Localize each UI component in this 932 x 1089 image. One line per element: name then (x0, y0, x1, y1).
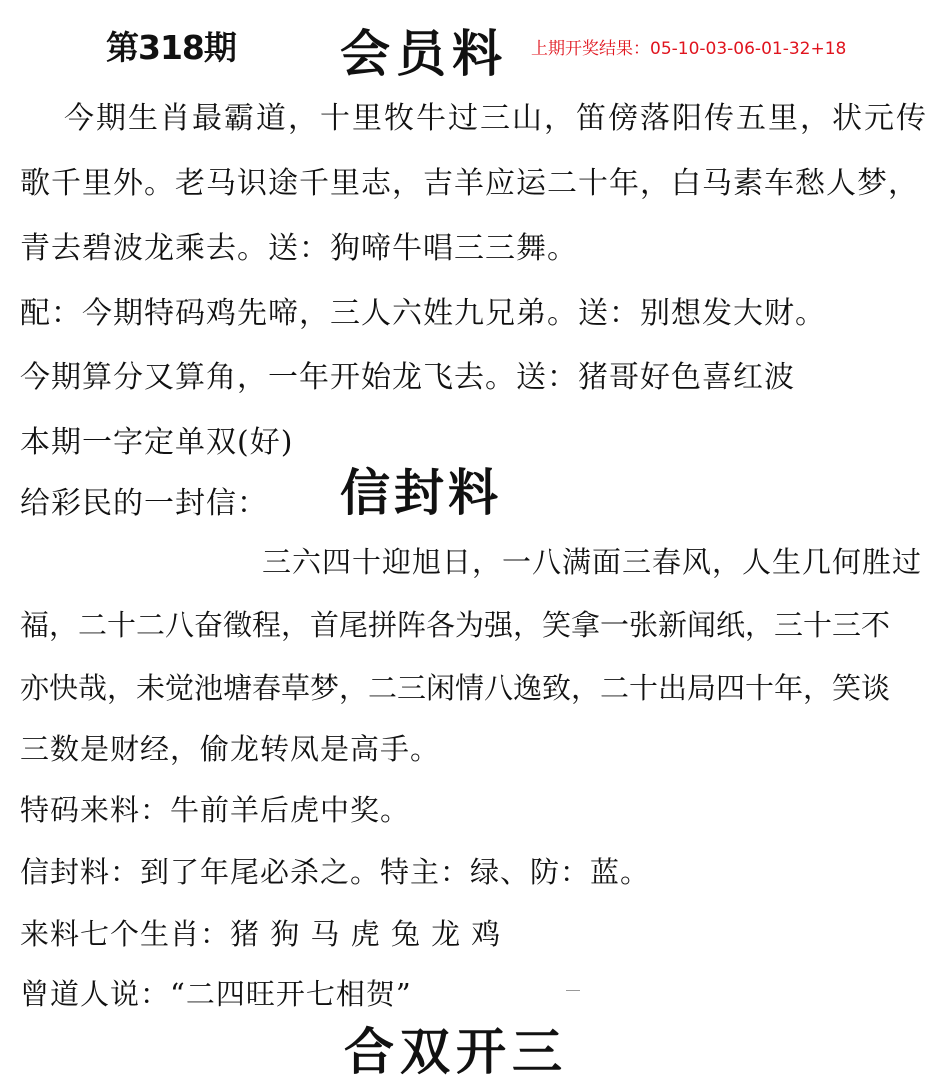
member-line-6: 本期一字定单双(好) (20, 425, 294, 460)
envelope-line-4: 三数是财经，偷龙转凤是高手。 (20, 732, 441, 766)
taoist-saying-line: 曾道人说：“二四旺开七相贺” (20, 977, 412, 1011)
envelope-title: 信封料 (340, 463, 502, 522)
issue-number: 第318期 (106, 28, 236, 67)
envelope-hint-line: 信封料：到了年尾必杀之。特主：绿、防：蓝。 (20, 855, 651, 889)
envelope-line-1: 三六四十迎旭日，一八满面三春风，人生几何胜过 (262, 545, 923, 579)
stray-mark (566, 990, 580, 991)
footer-title: 合双开三 (344, 1022, 568, 1081)
member-line-3: 青去碧波龙乘去。送：狗啼牛唱三三舞。 (20, 231, 578, 266)
member-line-1: 今期生肖最霸道，十里牧牛过三山，笛傍落阳传五里，状元传 (64, 101, 928, 136)
zodiac-list-line: 来料七个生肖：猪 狗 马 虎 兔 龙 鸡 (20, 917, 502, 951)
envelope-line-3: 亦快哉，未觉池塘春草梦，二三闲情八逸致，二十出局四十年，笑谈 (20, 671, 891, 705)
member-title: 会员料 (340, 24, 508, 83)
member-line-2: 歌千里外。老马识途千里志，吉羊应运二十年，白马素车愁人梦， (20, 166, 919, 201)
last-draw-result: 上期开奖结果：05-10-03-06-01-32+18 (531, 39, 847, 59)
special-code-line: 特码来料：牛前羊后虎中奖。 (20, 793, 411, 827)
member-line-5: 今期算分又算角，一年开始龙飞去。送：猪哥好色喜红波 (20, 360, 795, 395)
member-line-4: 配：今期特码鸡先啼，三人六姓九兄弟。送：别想发大财。 (20, 296, 826, 331)
letter-label: 给彩民的一封信： (20, 486, 268, 521)
envelope-line-2: 福，二十二八奋徵程，首尾拼阵各为强，笑拿一张新闻纸，三十三不 (20, 608, 891, 642)
